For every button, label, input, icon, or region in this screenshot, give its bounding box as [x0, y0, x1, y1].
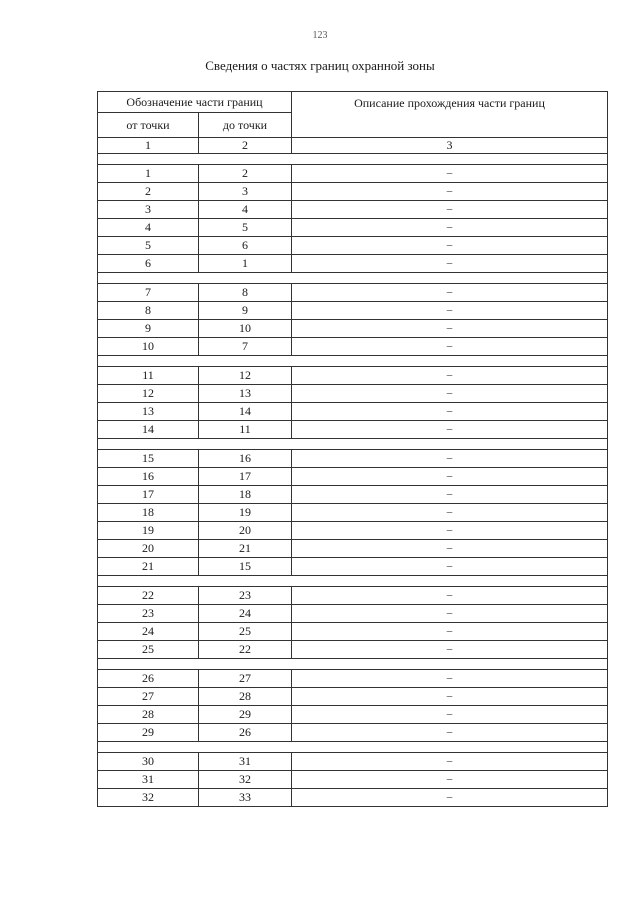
description-cell: – — [292, 522, 608, 540]
description-cell: – — [292, 670, 608, 688]
from-point-cell: 13 — [98, 403, 199, 421]
table-row — [98, 670, 608, 688]
description-cell: – — [292, 540, 608, 558]
header-description: Описание прохождения части границ — [292, 92, 608, 138]
from-point-cell: 31 — [98, 771, 199, 789]
table-row — [98, 706, 608, 724]
description-cell: – — [292, 367, 608, 385]
table-body — [98, 154, 608, 807]
table-row — [98, 540, 608, 558]
header-boundary-designation: Обозначение части границ — [98, 92, 292, 113]
description-cell: – — [292, 255, 608, 273]
to-point-cell: 33 — [199, 789, 292, 807]
description-cell: – — [292, 201, 608, 219]
to-point-cell: 1 — [199, 255, 292, 273]
description-cell: – — [292, 605, 608, 623]
table-row — [98, 688, 608, 706]
column-number: 2 — [199, 138, 292, 154]
description-cell: – — [292, 302, 608, 320]
to-point-cell: 18 — [199, 486, 292, 504]
from-point-cell: 22 — [98, 587, 199, 605]
description-cell: – — [292, 706, 608, 724]
table-row — [98, 605, 608, 623]
group-separator-cell — [98, 439, 608, 450]
from-point-cell: 29 — [98, 724, 199, 742]
table-row — [98, 237, 608, 255]
table-row — [98, 165, 608, 183]
to-point-cell: 12 — [199, 367, 292, 385]
from-point-cell: 7 — [98, 284, 199, 302]
group-separator-row — [98, 576, 608, 587]
table-row — [98, 367, 608, 385]
description-cell: – — [292, 338, 608, 356]
description-cell: – — [292, 688, 608, 706]
from-point-cell: 16 — [98, 468, 199, 486]
group-separator-cell — [98, 576, 608, 587]
table-row — [98, 724, 608, 742]
to-point-cell: 21 — [199, 540, 292, 558]
group-separator-cell — [98, 659, 608, 670]
table-row — [98, 753, 608, 771]
header-from-point: от точки — [98, 113, 199, 138]
from-point-cell: 5 — [98, 237, 199, 255]
from-point-cell: 2 — [98, 183, 199, 201]
table-row — [98, 587, 608, 605]
from-point-cell: 3 — [98, 201, 199, 219]
table-row — [98, 385, 608, 403]
from-point-cell: 18 — [98, 504, 199, 522]
description-cell: – — [292, 558, 608, 576]
to-point-cell: 4 — [199, 201, 292, 219]
description-cell: – — [292, 320, 608, 338]
description-cell: – — [292, 403, 608, 421]
group-separator-row — [98, 439, 608, 450]
table-row — [98, 421, 608, 439]
group-separator-cell — [98, 273, 608, 284]
description-cell: – — [292, 641, 608, 659]
to-point-cell: 24 — [199, 605, 292, 623]
column-number: 1 — [98, 138, 199, 154]
from-point-cell: 25 — [98, 641, 199, 659]
table-row — [98, 183, 608, 201]
from-point-cell: 27 — [98, 688, 199, 706]
to-point-cell: 10 — [199, 320, 292, 338]
description-cell: – — [292, 183, 608, 201]
from-point-cell: 10 — [98, 338, 199, 356]
from-point-cell: 8 — [98, 302, 199, 320]
to-point-cell: 9 — [199, 302, 292, 320]
from-point-cell: 11 — [98, 367, 199, 385]
group-separator-cell — [98, 154, 608, 165]
to-point-cell: 11 — [199, 421, 292, 439]
to-point-cell: 6 — [199, 237, 292, 255]
column-number-row — [98, 138, 608, 154]
to-point-cell: 3 — [199, 183, 292, 201]
to-point-cell: 16 — [199, 450, 292, 468]
description-cell: – — [292, 165, 608, 183]
to-point-cell: 7 — [199, 338, 292, 356]
table-row — [98, 403, 608, 421]
table-row — [98, 558, 608, 576]
table-row — [98, 771, 608, 789]
description-cell: – — [292, 450, 608, 468]
header-to-point: до точки — [199, 113, 292, 138]
description-cell: – — [292, 771, 608, 789]
from-point-cell: 6 — [98, 255, 199, 273]
group-separator-cell — [98, 356, 608, 367]
to-point-cell: 23 — [199, 587, 292, 605]
description-cell: – — [292, 753, 608, 771]
description-cell: – — [292, 468, 608, 486]
table-row — [98, 789, 608, 807]
to-point-cell: 25 — [199, 623, 292, 641]
group-separator-cell — [98, 742, 608, 753]
from-point-cell: 9 — [98, 320, 199, 338]
table-row — [98, 338, 608, 356]
to-point-cell: 32 — [199, 771, 292, 789]
description-cell: – — [292, 587, 608, 605]
boundary-parts-table — [97, 91, 608, 807]
table-row — [98, 255, 608, 273]
group-separator-row — [98, 659, 608, 670]
table-row — [98, 302, 608, 320]
from-point-cell: 4 — [98, 219, 199, 237]
to-point-cell: 8 — [199, 284, 292, 302]
from-point-cell: 26 — [98, 670, 199, 688]
table-row — [98, 219, 608, 237]
to-point-cell: 15 — [199, 558, 292, 576]
to-point-cell: 26 — [199, 724, 292, 742]
from-point-cell: 1 — [98, 165, 199, 183]
page-number: 123 — [312, 30, 328, 41]
table-row — [98, 641, 608, 659]
description-cell: – — [292, 219, 608, 237]
table-row — [98, 522, 608, 540]
description-cell: – — [292, 486, 608, 504]
table-row — [98, 201, 608, 219]
to-point-cell: 20 — [199, 522, 292, 540]
to-point-cell: 28 — [199, 688, 292, 706]
to-point-cell: 22 — [199, 641, 292, 659]
from-point-cell: 15 — [98, 450, 199, 468]
from-point-cell: 14 — [98, 421, 199, 439]
from-point-cell: 17 — [98, 486, 199, 504]
table-row — [98, 450, 608, 468]
description-cell: – — [292, 237, 608, 255]
to-point-cell: 31 — [199, 753, 292, 771]
column-number: 3 — [292, 138, 608, 154]
description-cell: – — [292, 724, 608, 742]
description-cell: – — [292, 623, 608, 641]
table-row — [98, 284, 608, 302]
description-cell: – — [292, 789, 608, 807]
group-separator-row — [98, 356, 608, 367]
to-point-cell: 2 — [199, 165, 292, 183]
group-separator-row — [98, 742, 608, 753]
group-separator-row — [98, 273, 608, 284]
from-point-cell: 24 — [98, 623, 199, 641]
document-title: Сведения о частях границ охранной зоны — [205, 58, 435, 73]
to-point-cell: 19 — [199, 504, 292, 522]
table-row — [98, 468, 608, 486]
from-point-cell: 28 — [98, 706, 199, 724]
to-point-cell: 13 — [199, 385, 292, 403]
table-row — [98, 486, 608, 504]
from-point-cell: 32 — [98, 789, 199, 807]
from-point-cell: 30 — [98, 753, 199, 771]
description-cell: – — [292, 385, 608, 403]
from-point-cell: 12 — [98, 385, 199, 403]
to-point-cell: 5 — [199, 219, 292, 237]
group-separator-row — [98, 154, 608, 165]
table-row — [98, 623, 608, 641]
to-point-cell: 17 — [199, 468, 292, 486]
from-point-cell: 19 — [98, 522, 199, 540]
from-point-cell: 23 — [98, 605, 199, 623]
to-point-cell: 27 — [199, 670, 292, 688]
description-cell: – — [292, 284, 608, 302]
from-point-cell: 20 — [98, 540, 199, 558]
description-cell: – — [292, 421, 608, 439]
table-row — [98, 320, 608, 338]
table-row — [98, 504, 608, 522]
description-cell: – — [292, 504, 608, 522]
from-point-cell: 21 — [98, 558, 199, 576]
to-point-cell: 29 — [199, 706, 292, 724]
to-point-cell: 14 — [199, 403, 292, 421]
